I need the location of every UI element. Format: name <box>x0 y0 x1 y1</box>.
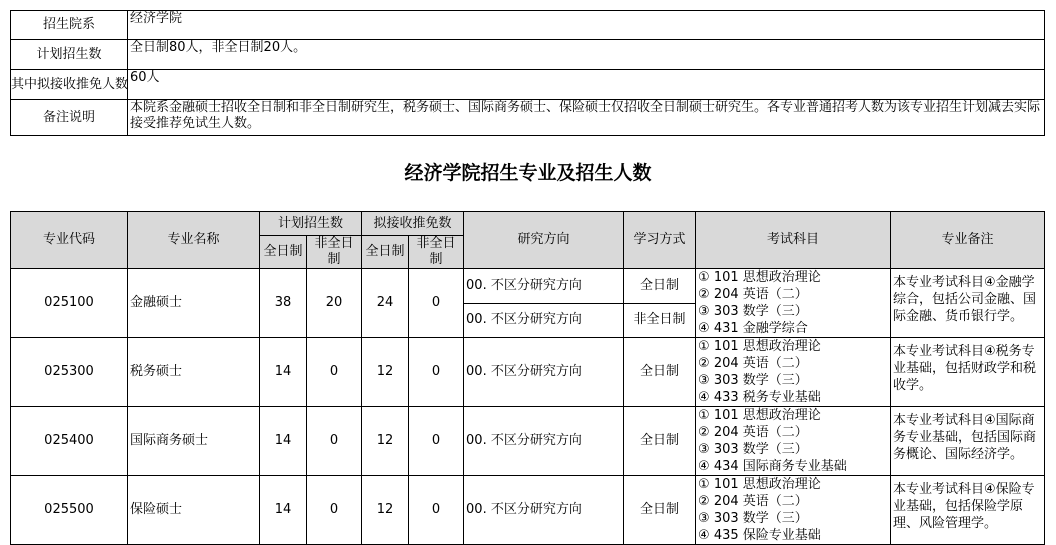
info-label: 招生院系 <box>11 11 128 40</box>
exempt-fulltime: 12 <box>362 407 409 476</box>
major-remark: 本专业考试科目④国际商务专业基础，包括国际商务概论、国际经济学。 <box>891 407 1045 476</box>
major-name: 国际商务硕士 <box>128 407 260 476</box>
table-row <box>11 476 1045 545</box>
exempt-fulltime: 12 <box>362 476 409 545</box>
exam-subject: ② 204 英语（二） <box>698 356 808 371</box>
header-exempt-fulltime: 全日制 <box>362 236 409 269</box>
exempt-parttime: 0 <box>409 338 464 407</box>
header-exempt-parttime: 非全日制 <box>409 236 464 269</box>
info-row <box>11 70 1045 100</box>
study-mode: 全日制 <box>624 269 696 304</box>
exam-subject: ④ 431 金融学综合 <box>698 321 808 336</box>
exam-subjects <box>696 476 891 545</box>
header-plan-parttime: 非全日制 <box>307 236 362 269</box>
info-value: 全日制80人，非全日制20人。 <box>128 40 1045 70</box>
major-remark: 本专业考试科目④保险专业基础，包括保险学原理、风险管理学。 <box>891 476 1045 545</box>
exam-subjects <box>696 269 891 338</box>
exam-subjects <box>696 338 891 407</box>
plan-fulltime: 14 <box>260 338 307 407</box>
exempt-parttime: 0 <box>409 269 464 338</box>
info-row <box>11 11 1045 40</box>
info-table <box>10 10 1045 136</box>
table-row <box>11 407 1045 476</box>
plan-fulltime: 38 <box>260 269 307 338</box>
exam-subject: ③ 303 数学（三） <box>698 511 808 526</box>
exam-subject: ② 204 英语（二） <box>698 287 808 302</box>
header-plan: 计划招生数 <box>260 212 362 236</box>
exam-subject: ① 101 思想政治理论 <box>698 408 821 423</box>
exam-subject: ④ 433 税务专业基础 <box>698 390 821 405</box>
exempt-parttime: 0 <box>409 476 464 545</box>
exam-subject: ④ 435 保险专业基础 <box>698 528 821 543</box>
info-row <box>11 100 1045 136</box>
study-mode: 全日制 <box>624 338 696 407</box>
exam-subject: ② 204 英语（二） <box>698 425 808 440</box>
header-code: 专业代码 <box>11 212 128 269</box>
exam-subject: ③ 303 数学（三） <box>698 304 808 319</box>
major-name: 金融硕士 <box>128 269 260 338</box>
table-row <box>11 269 1045 304</box>
info-value: 60人 <box>128 70 1045 100</box>
research-direction: 00. 不区分研究方向 <box>464 303 624 338</box>
exam-subject: ③ 303 数学（三） <box>698 373 808 388</box>
exempt-fulltime: 12 <box>362 338 409 407</box>
research-direction: 00. 不区分研究方向 <box>464 269 624 304</box>
info-label: 其中拟接收推免人数 <box>11 70 128 100</box>
study-mode: 全日制 <box>624 407 696 476</box>
exam-subject: ① 101 思想政治理论 <box>698 270 821 285</box>
major-code: 025300 <box>11 338 128 407</box>
major-code: 025500 <box>11 476 128 545</box>
header-row <box>11 212 1045 236</box>
major-code: 025400 <box>11 407 128 476</box>
header-direction: 研究方向 <box>464 212 624 269</box>
info-label: 备注说明 <box>11 100 128 136</box>
info-value: 本院系金融硕士招收全日制和非全日制研究生，税务硕士、国际商务硕士、保险硕士仅招收全日制硕士研究生。各专业普通招考人数为该专业招生计划减去实际接受推荐免试生人数。 <box>128 100 1045 136</box>
research-direction: 00. 不区分研究方向 <box>464 407 624 476</box>
major-remark: 本专业考试科目④税务专业基础，包括财政学和税收学。 <box>891 338 1045 407</box>
plan-parttime: 20 <box>307 269 362 338</box>
header-mode: 学习方式 <box>624 212 696 269</box>
exempt-fulltime: 24 <box>362 269 409 338</box>
exempt-parttime: 0 <box>409 407 464 476</box>
header-plan-fulltime: 全日制 <box>260 236 307 269</box>
plan-parttime: 0 <box>307 338 362 407</box>
header-exempt: 拟接收推免数 <box>362 212 464 236</box>
header-name: 专业名称 <box>128 212 260 269</box>
major-code: 025100 <box>11 269 128 338</box>
exam-subject: ④ 434 国际商务专业基础 <box>698 459 847 474</box>
page-title: 经济学院招生专业及招生人数 <box>404 162 652 184</box>
plan-fulltime: 14 <box>260 407 307 476</box>
major-remark: 本专业考试科目④金融学综合，包括公司金融、国际金融、货币银行学。 <box>891 269 1045 338</box>
major-name: 税务硕士 <box>128 338 260 407</box>
plan-parttime: 0 <box>307 407 362 476</box>
info-value: 经济学院 <box>128 11 1045 40</box>
exam-subject: ① 101 思想政治理论 <box>698 477 821 492</box>
header-subjects: 考试科目 <box>696 212 891 269</box>
plan-parttime: 0 <box>307 476 362 545</box>
exam-subject: ② 204 英语（二） <box>698 494 808 509</box>
exam-subjects <box>696 407 891 476</box>
study-mode: 非全日制 <box>624 303 696 338</box>
major-name: 保险硕士 <box>128 476 260 545</box>
majors-table <box>10 211 1045 545</box>
research-direction: 00. 不区分研究方向 <box>464 338 624 407</box>
study-mode: 全日制 <box>624 476 696 545</box>
header-remark: 专业备注 <box>891 212 1045 269</box>
exam-subject: ① 101 思想政治理论 <box>698 339 821 354</box>
table-row <box>11 338 1045 407</box>
exam-subject: ③ 303 数学（三） <box>698 442 808 457</box>
info-row <box>11 40 1045 70</box>
research-direction: 00. 不区分研究方向 <box>464 476 624 545</box>
plan-fulltime: 14 <box>260 476 307 545</box>
info-label: 计划招生数 <box>11 40 128 70</box>
